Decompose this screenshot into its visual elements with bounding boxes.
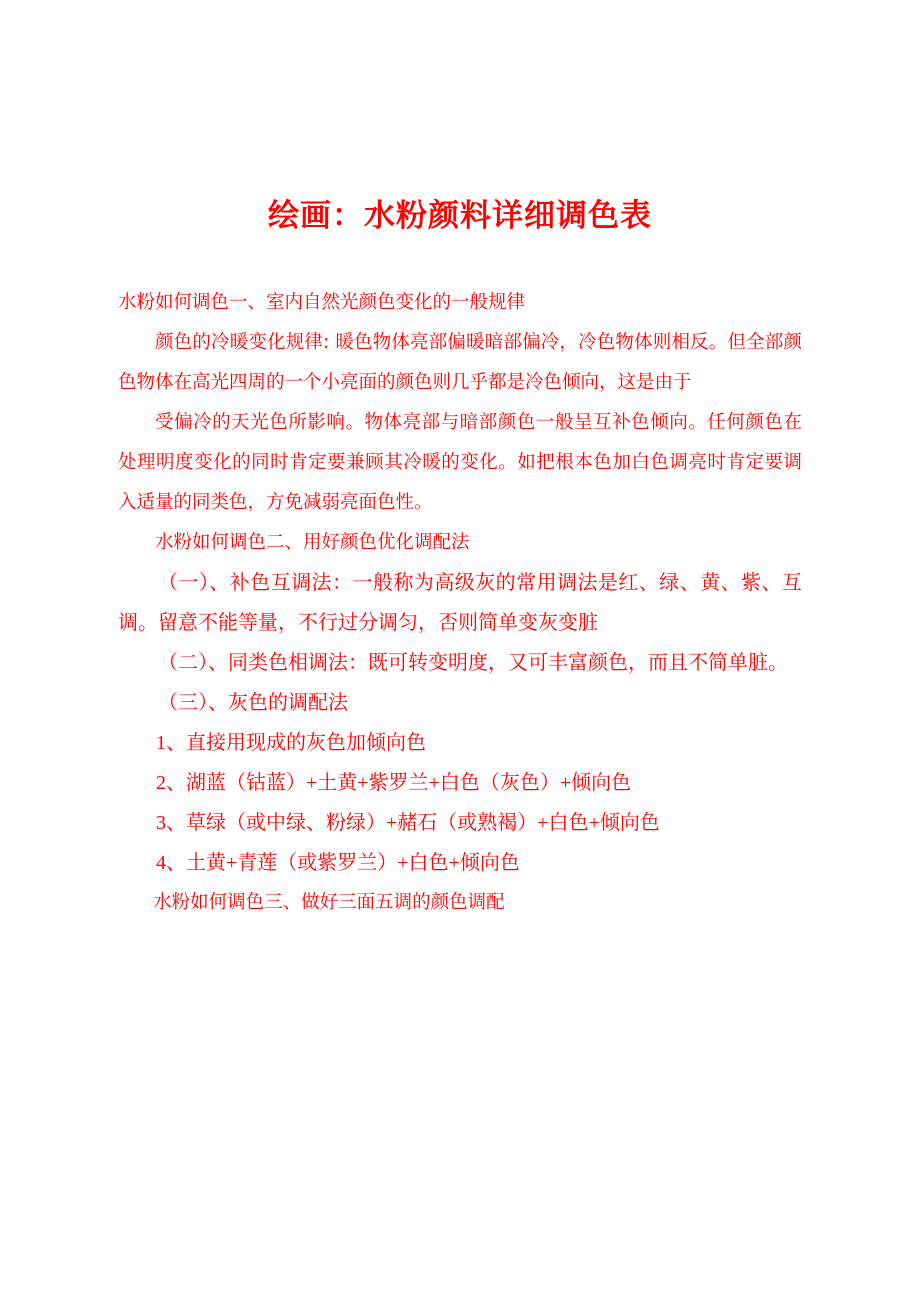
- paragraph-warm-cool-rule: 颜色的冷暖变化规律: 暖色物体亮部偏暖暗部偏冷，冷色物体则相反。但全部颜色物体在高光四周的一个小亮面的颜色则几乎都是冷色倾向，这是由于: [118, 332, 802, 394]
- list-item-gray-2: 2、湖蓝（钴蓝）+土黄+紫罗兰+白色（灰色）+倾向色: [156, 772, 632, 795]
- paragraph-gray-method-heading: （三）、灰色的调配法: [158, 692, 348, 715]
- document-body: [118, 283, 802, 923]
- paragraph-section-two-heading: 水粉如何调色二、用好颜色优化调配法: [155, 532, 470, 554]
- list-item-gray-1: 1、直接用现成的灰色加倾向色: [156, 732, 426, 755]
- list-item-gray-3: 3、草绿（或中绿、粉绿）+赭石（或熟褐）+白色+倾向色: [156, 812, 660, 835]
- page-title: 绘画：水粉颜料详细调色表: [268, 198, 652, 234]
- paragraph-intro-heading: 水粉如何调色一、室内自然光颜色变化的一般规律: [118, 292, 526, 314]
- paragraph-analogous-method: （二）、同类色相调法：既可转变明度，又可丰富颜色，而且不简单脏。: [158, 652, 788, 675]
- list-item-gray-4: 4、土黄+青莲（或紫罗兰）+白色+倾向色: [156, 852, 520, 875]
- paragraph-section-three-heading: 水粉如何调色三、做好三面五调的颜色调配: [153, 892, 505, 914]
- paragraph-complementary-method: （一）、补色互调法：一般称为高级灰的常用调法是红、绿、黄、紫、互调。留意不能等量，不行过分调匀，否则简单变灰变脏: [118, 572, 802, 635]
- paragraph-sky-light-influence: 受偏冷的天光色所影响。物体亮部与暗部颜色一般呈互补色倾向。任何颜色在处理明度变化的同时肯定要兼顾其冷暖的变化。如把根本色加白色调亮时肯定要调入适量的同类色，方免减弱亮面色性。: [118, 412, 802, 514]
